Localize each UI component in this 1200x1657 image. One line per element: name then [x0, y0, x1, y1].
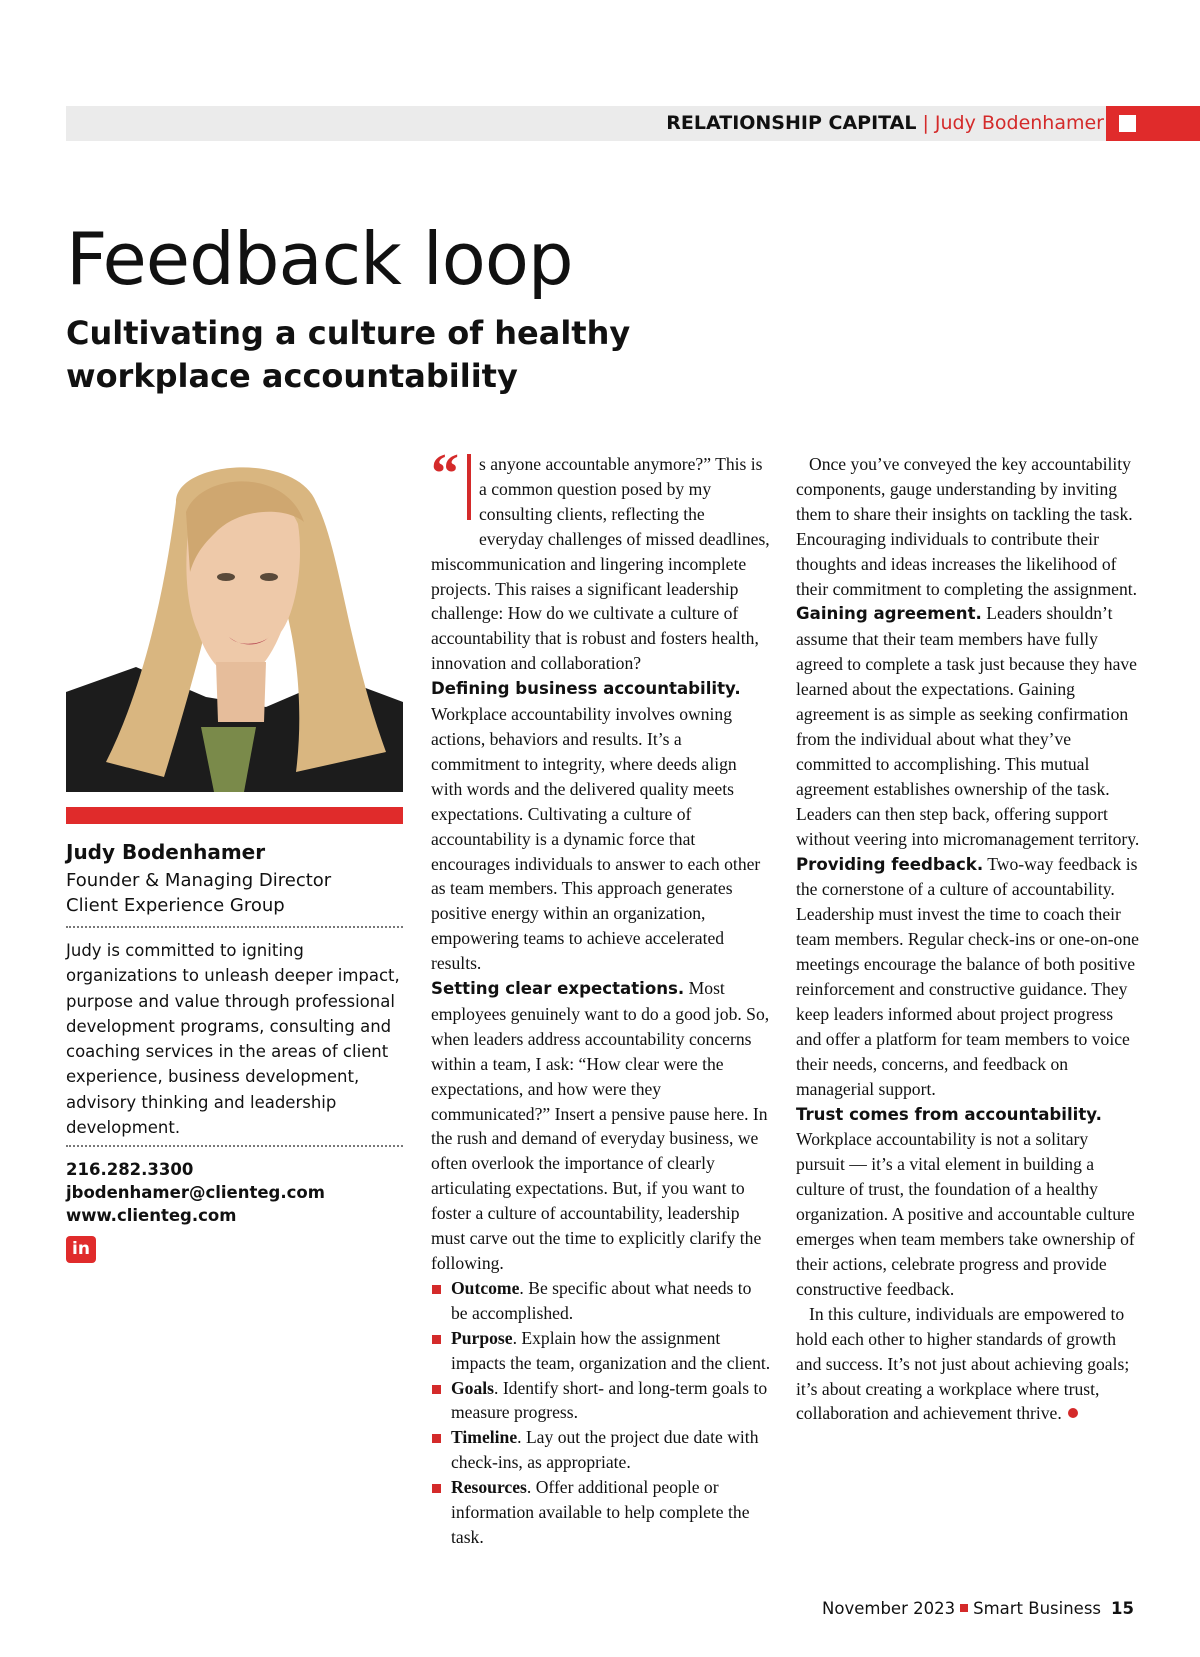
article-intro: s anyone accountable anymore?” This is a common question posed by my consulting clients, reflecting the everyday challenges of missed deadlines, miscommunication and lingering incomplete projects. This raises a significant leadership challenge: How do we cultivate a culture of accountability that is robust and fosters health, innovation and collaboration?: [431, 454, 770, 674]
article-title: Feedback loop: [66, 217, 573, 301]
square-icon: [1119, 115, 1136, 132]
article-column-1: [431, 443, 771, 1550]
section-defining: [431, 676, 771, 976]
bullet-text: . Offer additional people or information available to help complete the task.: [451, 1477, 750, 1547]
article-subtitle: Cultivating a culture of healthy workplace accountability: [66, 314, 631, 395]
bio-divider: [66, 1145, 403, 1147]
author-phone: 216.282.3300: [66, 1160, 194, 1179]
accent-band: [66, 807, 403, 824]
bullet-text: . Lay out the project due date with check-ins, as appropriate.: [451, 1427, 759, 1473]
section-agreement: [796, 601, 1141, 851]
author-photo: [66, 452, 403, 792]
bullet-square-icon: [432, 1434, 441, 1443]
header-section: RELATIONSHIP CAPITAL: [666, 112, 917, 134]
drop-cap-bar: [467, 454, 471, 520]
bullet-term: Timeline: [451, 1427, 518, 1448]
section-heading: Gaining agreement.: [796, 604, 982, 624]
section-heading: Trust comes from accountability.: [796, 1104, 1102, 1124]
bullet-square-icon: [432, 1385, 441, 1394]
section-heading: Defining business accountability.: [431, 679, 741, 699]
article-column-2: [796, 452, 1141, 1426]
page-number: 15: [1111, 1599, 1134, 1618]
author-name: Judy Bodenhamer: [66, 840, 266, 864]
author-role: [66, 868, 331, 918]
header-separator: |: [922, 112, 929, 134]
bullet-square-icon: [432, 1484, 441, 1493]
closing-paragraph: [796, 1302, 1141, 1427]
bullet-term: Goals: [451, 1377, 495, 1398]
footer-issue: November 2023: [822, 1599, 956, 1618]
column-2-intro: Once you’ve conveyed the key accountability components, gauge understanding by inviting them to share their insights on tackling the task. Encouraging individuals to contribute their thoughts and ideas increases the likelihood of their commitment to completing the assignment.: [796, 454, 1138, 599]
section-heading: Providing feedback.: [796, 854, 984, 874]
header-author: Judy Bodenhamer: [934, 112, 1104, 134]
author-title: Founder & Managing Director: [66, 870, 332, 891]
expectations-list: [431, 1276, 771, 1550]
list-item: [431, 1326, 771, 1376]
bullet-square-icon: [432, 1285, 441, 1294]
section-expectations: [431, 976, 771, 1276]
section-text: Two-way feedback is the cornerstone of a culture of accountability. Leadership must invest the time to coach their team members. Regular check-ins or one-on-one meetings encourage the balance of both positive reinforcement and constructive guidance. They keep leaders informed about project progress and offer a platform for team members to voice their needs, concerns, and feedback on managerial support.: [796, 853, 1139, 1099]
bullet-text: . Identify short- and long-term goals to measure progress.: [451, 1377, 768, 1423]
list-item: [431, 1376, 771, 1426]
bio-divider: [66, 926, 403, 928]
page-footer: [822, 1599, 1134, 1618]
linkedin-icon[interactable]: in: [66, 1236, 96, 1263]
author-company: Client Experience Group: [66, 895, 285, 916]
list-item: [431, 1276, 771, 1326]
closing-text: In this culture, individuals are empowered to hold each other to higher standards of growth and success. It’s not just about achieving goals; it’s about creating a workplace where trust, collaboration and achievement thrive.: [796, 1303, 1130, 1424]
footer-square-icon: [960, 1604, 968, 1612]
open-quote-icon: “: [431, 443, 459, 505]
section-trust: [796, 1102, 1141, 1302]
section-feedback: [796, 852, 1141, 1102]
bullet-text: . Be specific about what needs to be accomplished.: [451, 1277, 752, 1323]
bullet-term: Purpose: [451, 1327, 513, 1348]
author-website[interactable]: www.clienteg.com: [66, 1206, 237, 1225]
bullet-square-icon: [432, 1335, 441, 1344]
bullet-term: Outcome: [451, 1277, 520, 1298]
section-heading: Setting clear expectations.: [431, 979, 685, 999]
header-title: [666, 106, 1104, 141]
footer-magazine: Smart Business: [973, 1599, 1102, 1618]
list-item: [431, 1475, 771, 1550]
section-text: Most employees genuinely want to do a good job. So, when leaders address accountability concerns within a team, I ask: “How clear were the expectations, and how were they communicated?” Insert a pensive pause here. In the rush and demand of everyday business, we often overlook the importance of clearly articulating expectations. But, if you want to foster a culture of accountability, leadership must carve out the time to explicitly clarify the following.: [431, 978, 770, 1273]
end-mark-icon: [1068, 1408, 1078, 1418]
drop-cap: [431, 443, 479, 527]
bullet-text: . Explain how the assignment impacts the team, organization and the client.: [451, 1327, 771, 1373]
author-email[interactable]: jbodenhamer@clienteg.com: [66, 1183, 325, 1202]
section-text: Leaders shouldn’t assume that their team members have fully agreed to complete a task just because they have learned about the expectations. Gaining agreement is as simple as seeking confirmation from the individual about what they’ve committed to accomplishing. This mutual agreement establishes ownership of the task. Leaders can then step back, offering support without veering into micromanagement territory.: [796, 603, 1140, 849]
section-text: Workplace accountability involves owning actions, behaviors and results. It’s a commitment to integrity, where deeds align with words and the delivered quality meets expectations. Cultivating a culture of accountability is a dynamic force that encourages individuals to answer to each other as team members. This approach generates positive energy within an organization, empowering teams to achieve accelerated results.: [431, 704, 761, 974]
header-tab: [1106, 106, 1200, 141]
author-bio: Judy is committed to igniting organizations to unleash deeper impact, purpose and value through professional development programs, consulting and coaching services in the areas of client experience, business development, advisory thinking and leadership development.: [66, 941, 400, 1138]
section-text: Workplace accountability is not a solitary pursuit — it’s a vital element in building a culture of trust, the foundation of a healthy organization. A positive and accountable culture emerges when team members take ownership of their actions, celebrate progress and provide constructive feedback.: [796, 1129, 1135, 1299]
bullet-term: Resources: [451, 1477, 527, 1498]
list-item: [431, 1425, 771, 1475]
